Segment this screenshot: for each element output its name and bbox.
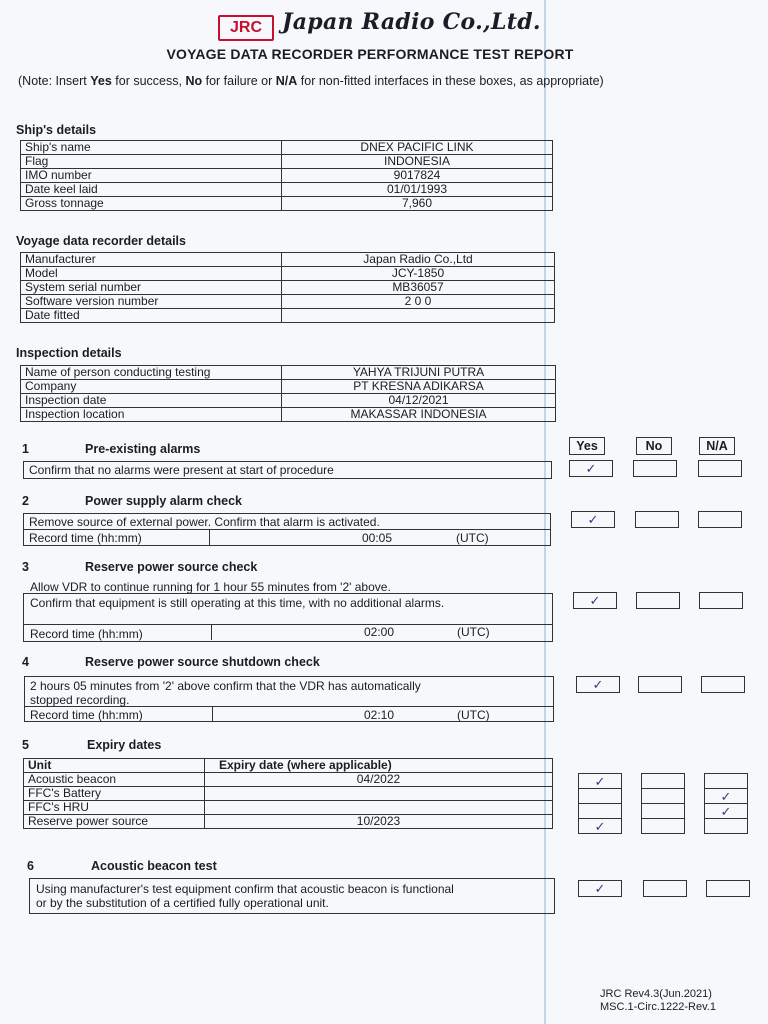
imo-value: 9017824 bbox=[282, 169, 553, 183]
ship-name-value: DNEX PACIFIC LINK bbox=[282, 141, 553, 155]
s5-acoustic-na-checkbox[interactable] bbox=[704, 773, 748, 789]
s5-hru-no-checkbox[interactable] bbox=[641, 803, 685, 819]
s2-yes-checkbox[interactable]: ✓ bbox=[571, 511, 615, 528]
s5-reserve-na-checkbox[interactable] bbox=[704, 818, 748, 834]
date-fitted-label: Date fitted bbox=[21, 309, 282, 323]
table-row bbox=[24, 759, 553, 773]
section-5-title: Expiry dates bbox=[87, 738, 162, 752]
s5-hru-na-checkbox[interactable]: ✓ bbox=[704, 803, 748, 819]
imo-label: IMO number bbox=[21, 169, 282, 183]
software-value: 2 0 0 bbox=[282, 295, 555, 309]
s2-na-checkbox[interactable] bbox=[698, 511, 742, 528]
s4-no-checkbox[interactable] bbox=[638, 676, 682, 693]
s4-record-label: Record time (hh:mm) bbox=[30, 708, 143, 722]
tonnage-value: 7,960 bbox=[282, 197, 553, 211]
software-label: Software version number bbox=[21, 295, 282, 309]
section-4-col-divider bbox=[212, 706, 213, 721]
s5-battery-yes-checkbox[interactable] bbox=[578, 788, 622, 804]
s1-na-checkbox[interactable] bbox=[698, 460, 742, 477]
table-row bbox=[21, 253, 555, 267]
revision-line: JRC Rev4.3(Jun.2021) bbox=[600, 988, 712, 1000]
table-row bbox=[21, 281, 555, 295]
table-row bbox=[21, 169, 553, 183]
s3-no-checkbox[interactable] bbox=[636, 592, 680, 609]
instruction-note: (Note: Insert Yes for success, No for failure or N/A for non-fitted interfaces in these boxes, as appropriate) bbox=[18, 74, 604, 88]
section-1-number: 1 bbox=[22, 442, 29, 456]
s6-na-checkbox[interactable] bbox=[706, 880, 750, 897]
s5-hru-yes-checkbox[interactable] bbox=[578, 803, 622, 819]
section-6-text-line2: or by the substitution of a certified fully operational unit. bbox=[36, 896, 329, 910]
s1-yes-checkbox[interactable]: ✓ bbox=[569, 460, 613, 477]
section-2-col-divider bbox=[209, 529, 210, 545]
ffc-battery-expiry bbox=[205, 787, 553, 801]
yes-column-header: Yes bbox=[569, 437, 605, 455]
inspection-location-value: MAKASSAR INDONESIA bbox=[282, 408, 556, 422]
ffc-hru-expiry bbox=[205, 801, 553, 815]
section-6-text-line1: Using manufacturer's test equipment confirm that acoustic beacon is functional bbox=[36, 882, 454, 896]
s4-yes-checkbox[interactable]: ✓ bbox=[576, 676, 620, 693]
section-4-title: Reserve power source shutdown check bbox=[85, 655, 320, 669]
table-row bbox=[21, 380, 556, 394]
ship-details-table bbox=[20, 140, 553, 211]
section-2-divider bbox=[23, 529, 550, 530]
s4-utc-label: (UTC) bbox=[457, 708, 490, 722]
jrc-logo-badge: JRC bbox=[218, 15, 274, 41]
s5-battery-no-checkbox[interactable] bbox=[641, 788, 685, 804]
s2-record-label: Record time (hh:mm) bbox=[29, 531, 142, 545]
na-column-header: N/A bbox=[699, 437, 735, 455]
acoustic-beacon-label: Acoustic beacon bbox=[24, 773, 205, 787]
s4-time-value: 02:10 bbox=[364, 708, 395, 722]
table-row bbox=[21, 197, 553, 211]
ship-name-label: Ship's name bbox=[21, 141, 282, 155]
circular-reference-line: MSC.1-Circ.1222-Rev.1 bbox=[600, 1001, 716, 1013]
table-row bbox=[24, 815, 553, 829]
model-value: JCY-1850 bbox=[282, 267, 555, 281]
reserve-power-label: Reserve power source bbox=[24, 815, 205, 829]
vdr-details-table bbox=[20, 252, 555, 323]
s5-reserve-no-checkbox[interactable] bbox=[641, 818, 685, 834]
s5-battery-na-checkbox[interactable]: ✓ bbox=[704, 788, 748, 804]
table-row bbox=[21, 394, 556, 408]
ship-details-heading: Ship's details bbox=[16, 123, 97, 137]
section-3-col-divider bbox=[211, 624, 212, 640]
s5-reserve-yes-checkbox[interactable]: ✓ bbox=[578, 818, 622, 834]
section-3-intro: Allow VDR to continue running for 1 hour 55 minutes from '2' above. bbox=[30, 580, 391, 594]
acoustic-beacon-expiry: 04/2022 bbox=[205, 773, 553, 787]
section-2-title: Power supply alarm check bbox=[85, 494, 243, 508]
table-row bbox=[21, 295, 555, 309]
section-2-number: 2 bbox=[22, 494, 29, 508]
serial-value: MB36057 bbox=[282, 281, 555, 295]
ffc-battery-label: FFC's Battery bbox=[24, 787, 205, 801]
table-row bbox=[24, 773, 553, 787]
section-4-number: 4 bbox=[22, 655, 29, 669]
s5-acoustic-yes-checkbox[interactable]: ✓ bbox=[578, 773, 622, 789]
serial-label: System serial number bbox=[21, 281, 282, 295]
s6-no-checkbox[interactable] bbox=[643, 880, 687, 897]
section-2-text: Remove source of external power. Confirm that alarm is activated. bbox=[29, 515, 380, 529]
table-row bbox=[21, 366, 556, 380]
section-6-number: 6 bbox=[27, 859, 34, 873]
manufacturer-label: Manufacturer bbox=[21, 253, 282, 267]
s3-yes-checkbox[interactable]: ✓ bbox=[573, 592, 617, 609]
flag-value: INDONESIA bbox=[282, 155, 553, 169]
model-label: Model bbox=[21, 267, 282, 281]
date-fitted-value bbox=[282, 309, 555, 323]
keel-value: 01/01/1993 bbox=[282, 183, 553, 197]
tester-name-value: YAHYA TRIJUNI PUTRA bbox=[282, 366, 556, 380]
ffc-hru-label: FFC's HRU bbox=[24, 801, 205, 815]
inspection-details-table bbox=[20, 365, 556, 422]
section-1-text: Confirm that no alarms were present at start of procedure bbox=[29, 463, 334, 477]
s2-no-checkbox[interactable] bbox=[635, 511, 679, 528]
table-row bbox=[21, 141, 553, 155]
expiry-column-header: Expiry date (where applicable) bbox=[205, 759, 553, 773]
section-4-text-line1: 2 hours 05 minutes from '2' above confirm that the VDR has automatically bbox=[30, 679, 421, 693]
reserve-power-expiry: 10/2023 bbox=[205, 815, 553, 829]
company-value: PT KRESNA ADIKARSA bbox=[282, 380, 556, 394]
revision-footer bbox=[600, 988, 716, 1014]
company-label: Company bbox=[21, 380, 282, 394]
section-3-number: 3 bbox=[22, 560, 29, 574]
expiry-table bbox=[23, 758, 553, 829]
s3-na-checkbox[interactable] bbox=[699, 592, 743, 609]
tester-name-label: Name of person conducting testing bbox=[21, 366, 282, 380]
s6-yes-checkbox[interactable]: ✓ bbox=[578, 880, 622, 897]
table-row bbox=[21, 267, 555, 281]
table-row bbox=[21, 408, 556, 422]
table-row bbox=[21, 183, 553, 197]
unit-column-header: Unit bbox=[24, 759, 205, 773]
manufacturer-value: Japan Radio Co.,Ltd bbox=[282, 253, 555, 267]
section-3-title: Reserve power source check bbox=[85, 560, 258, 574]
s4-na-checkbox[interactable] bbox=[701, 676, 745, 693]
s3-record-label: Record time (hh:mm) bbox=[30, 627, 143, 641]
table-row bbox=[21, 155, 553, 169]
s3-time-value: 02:00 bbox=[364, 625, 395, 639]
inspection-location-label: Inspection location bbox=[21, 408, 282, 422]
s3-utc-label: (UTC) bbox=[457, 625, 490, 639]
inspection-details-heading: Inspection details bbox=[16, 346, 122, 360]
table-row bbox=[24, 787, 553, 801]
report-title: VOYAGE DATA RECORDER PERFORMANCE TEST REPORT bbox=[166, 46, 574, 62]
section-4-text-line2: stopped recording. bbox=[30, 693, 130, 707]
s1-no-checkbox[interactable] bbox=[633, 460, 677, 477]
s2-time-value: 00:05 bbox=[362, 531, 393, 545]
section-5-number: 5 bbox=[22, 738, 29, 752]
no-column-header: No bbox=[636, 437, 672, 455]
vdr-details-heading: Voyage data recorder details bbox=[16, 234, 186, 248]
inspection-date-label: Inspection date bbox=[21, 394, 282, 408]
table-row bbox=[21, 309, 555, 323]
section-3-text: Confirm that equipment is still operating at this time, with no additional alarms. bbox=[30, 596, 445, 610]
tonnage-label: Gross tonnage bbox=[21, 197, 282, 211]
flag-label: Flag bbox=[21, 155, 282, 169]
company-logo-text: Japan Radio Co.,Ltd. bbox=[282, 9, 541, 35]
section-1-title: Pre-existing alarms bbox=[85, 442, 201, 456]
s2-utc-label: (UTC) bbox=[456, 531, 489, 545]
s5-acoustic-no-checkbox[interactable] bbox=[641, 773, 685, 789]
section-6-title: Acoustic beacon test bbox=[91, 859, 217, 873]
inspection-date-value: 04/12/2021 bbox=[282, 394, 556, 408]
keel-label: Date keel laid bbox=[21, 183, 282, 197]
table-row bbox=[24, 801, 553, 815]
